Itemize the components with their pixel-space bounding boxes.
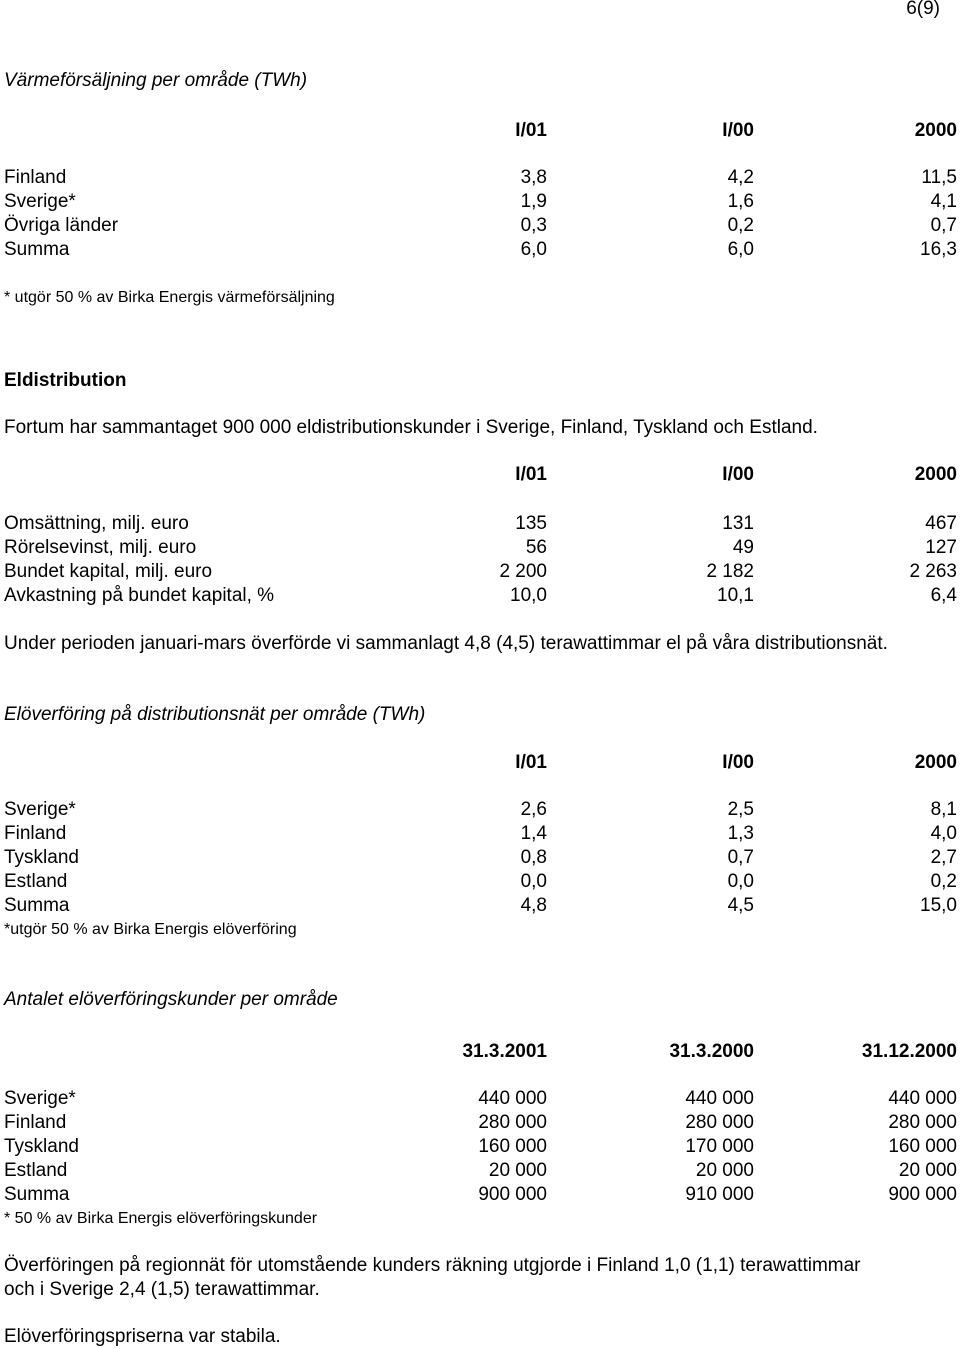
- transfer-row-value: 4,8: [520, 895, 547, 916]
- transfer-row-value: 2,6: [520, 799, 547, 820]
- transfer-row-value: 2,7: [930, 847, 957, 868]
- customers-header-col3: 31.12.2000: [861, 1041, 957, 1062]
- customers-row-value: 280 000: [888, 1112, 957, 1133]
- transfer-row-value: 1,4: [520, 823, 547, 844]
- heat-row-value: 4,1: [930, 191, 957, 212]
- heat-header-col3: 2000: [914, 120, 957, 141]
- transfer-row-value: 15,0: [920, 895, 957, 916]
- customers-row-value: 910 000: [685, 1184, 754, 1205]
- customers-row-label: Estland: [4, 1160, 68, 1181]
- customers-row-label: Finland: [4, 1112, 67, 1133]
- transfer-row-label: Summa: [4, 895, 70, 916]
- heat-row-value: 0,2: [727, 215, 754, 236]
- transfer-row-value: 0,8: [520, 847, 547, 868]
- transfer-row-value: 0,0: [520, 871, 547, 892]
- customers-row-value: 20 000: [695, 1160, 754, 1181]
- transfer-row-value: 0,0: [727, 871, 754, 892]
- dist-row-label: Bundet kapital, milj. euro: [4, 561, 213, 582]
- transfer-row-value: 1,3: [727, 823, 754, 844]
- transfer-header-col2: I/00: [722, 752, 754, 773]
- transfer-footnote: *utgör 50 % av Birka Energis elöverföring: [4, 921, 297, 938]
- heat-footnote: * utgör 50 % av Birka Energis värmeförsäljning: [4, 289, 335, 306]
- dist-row-value: 56: [525, 537, 547, 558]
- transfer-row-value: 4,5: [727, 895, 754, 916]
- heat-row-value: 6,0: [520, 239, 547, 260]
- dist-row-label: Omsättning, milj. euro: [4, 513, 189, 534]
- closing-text: Elöverföringspriserna var stabila.: [4, 1326, 281, 1347]
- transfer-row-label: Tyskland: [4, 847, 79, 868]
- heat-row-value: 3,8: [520, 167, 547, 188]
- heat-row-value: 0,3: [520, 215, 547, 236]
- customers-row-value: 280 000: [685, 1112, 754, 1133]
- dist-header-col2: I/00: [722, 464, 754, 485]
- transfer-row-value: 0,2: [930, 871, 957, 892]
- heat-row-value: 0,7: [930, 215, 957, 236]
- dist-row-value: 127: [925, 537, 957, 558]
- transfer-row-value: 0,7: [727, 847, 754, 868]
- heat-header-col1: I/01: [515, 120, 547, 141]
- heat-row-value: 11,5: [921, 167, 957, 188]
- transfer-header-col1: I/01: [515, 752, 547, 773]
- customers-row-label: Sverige*: [4, 1088, 76, 1109]
- customers-row-value: 20 000: [488, 1160, 547, 1181]
- heat-row-value: 1,9: [520, 191, 547, 212]
- dist-row-value: 6,4: [930, 585, 957, 606]
- customers-row-value: 20 000: [898, 1160, 957, 1181]
- transfer-row-label: Estland: [4, 871, 68, 892]
- customers-row-value: 900 000: [478, 1184, 547, 1205]
- dist-header-col3: 2000: [914, 464, 957, 485]
- heat-header-col2: I/00: [722, 120, 754, 141]
- section-heading-eldistribution: Eldistribution: [4, 370, 127, 391]
- customers-row-label: Tyskland: [4, 1136, 79, 1157]
- regional-network-text: Överföringen på regionnät för utomstående kunders räkning utgjorde i Finland 1,0 (1,1) terawattimmar och i Sverige 2,4 (1,5) terawattimmar.: [4, 1255, 861, 1300]
- dist-intro-text: Fortum har sammantaget 900 000 eldistributionskunder i Sverige, Finland, Tyskland och Estland.: [4, 417, 818, 438]
- transfer-table-title: Elöverföring på distributionsnät per område (TWh): [4, 704, 426, 725]
- transfer-row-label: Finland: [4, 823, 67, 844]
- heat-table-title: Värmeförsäljning per område (TWh): [4, 70, 308, 91]
- transfer-row-value: 2,5: [727, 799, 754, 820]
- dist-header-col1: I/01: [515, 464, 547, 485]
- dist-row-label: Avkastning på bundet kapital, %: [4, 585, 275, 606]
- customers-header-col1: 31.3.2001: [462, 1041, 547, 1062]
- dist-row-value: 135: [515, 513, 547, 534]
- customers-row-value: 160 000: [478, 1136, 547, 1157]
- dist-row-value: 467: [925, 513, 957, 534]
- heat-row-label: Sverige*: [4, 191, 76, 212]
- heat-row-value: 1,6: [727, 191, 754, 212]
- heat-row-label: Finland: [4, 167, 67, 188]
- heat-row-value: 4,2: [727, 167, 754, 188]
- customers-row-value: 900 000: [888, 1184, 957, 1205]
- customers-row-label: Summa: [4, 1184, 70, 1205]
- dist-row-value: 2 182: [706, 561, 754, 582]
- customers-row-value: 280 000: [478, 1112, 547, 1133]
- heat-row-label: Övriga länder: [4, 215, 119, 236]
- customers-row-value: 160 000: [888, 1136, 957, 1157]
- transfer-header-col3: 2000: [914, 752, 957, 773]
- customers-table-title: Antalet elöverföringskunder per område: [4, 989, 338, 1010]
- heat-row-label: Summa: [4, 239, 70, 260]
- dist-row-value: 2 200: [499, 561, 547, 582]
- dist-row-value: 49: [732, 537, 754, 558]
- customers-row-value: 440 000: [478, 1088, 547, 1109]
- dist-paragraph: Under perioden januari-mars överförde vi sammanlagt 4,8 (4,5) terawattimmar el på våra distributionsnät.: [4, 633, 888, 654]
- customers-header-col2: 31.3.2000: [669, 1041, 754, 1062]
- dist-row-value: 131: [722, 513, 754, 534]
- customers-footnote: * 50 % av Birka Energis elöverföringskunder: [4, 1210, 318, 1227]
- customers-row-value: 440 000: [685, 1088, 754, 1109]
- transfer-row-value: 4,0: [930, 823, 957, 844]
- dist-row-value: 10,1: [717, 585, 754, 606]
- customers-row-value: 170 000: [685, 1136, 754, 1157]
- transfer-row-label: Sverige*: [4, 799, 76, 820]
- heat-row-value: 6,0: [727, 239, 754, 260]
- dist-row-value: 2 263: [909, 561, 957, 582]
- customers-row-value: 440 000: [888, 1088, 957, 1109]
- heat-row-value: 16,3: [920, 239, 957, 260]
- page-number: 6(9): [906, 0, 940, 19]
- dist-row-label: Rörelsevinst, milj. euro: [4, 537, 197, 558]
- dist-row-value: 10,0: [510, 585, 547, 606]
- transfer-row-value: 8,1: [930, 799, 957, 820]
